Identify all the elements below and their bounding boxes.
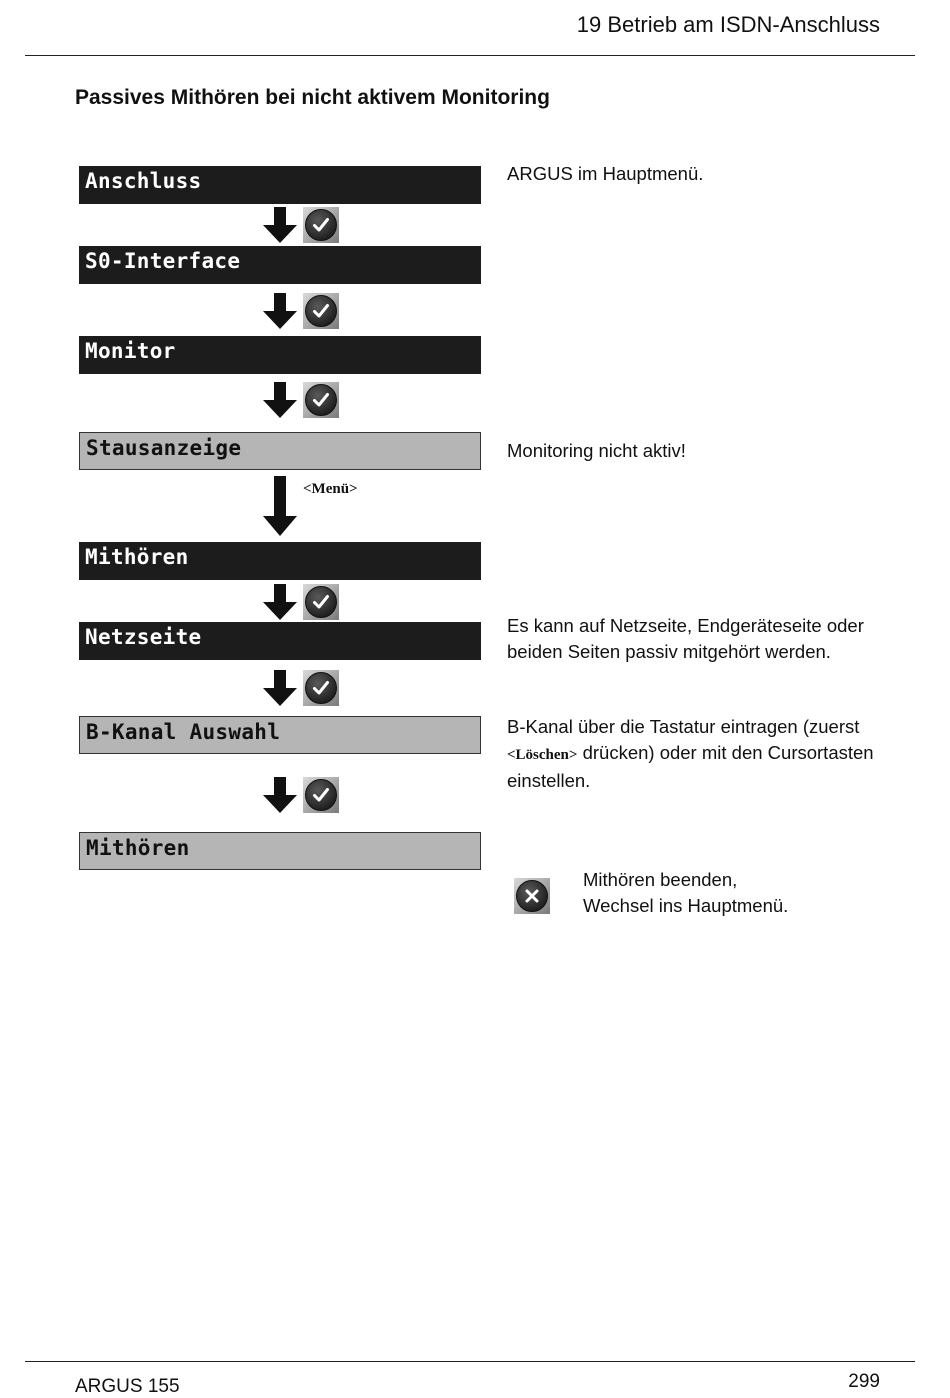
display-stausanzeige: Stausanzeige <box>79 432 481 470</box>
menu-netzseite: Netzseite <box>79 622 481 660</box>
arrow-down-icon <box>262 476 298 536</box>
section-title: Passives Mithören bei nicht aktivem Monitoring <box>75 86 550 109</box>
loeschen-key-label: <Löschen> <box>507 746 578 763</box>
footer-product: ARGUS 155 <box>75 1376 180 1397</box>
desc-b-kanal-text-2: drücken) oder mit den Cursortasten einstellen. <box>507 741 874 791</box>
desc-end <box>583 867 788 918</box>
desc-b-kanal-text-1: B-Kanal über die Tastatur eintragen (zuerst <box>507 716 860 737</box>
menu-anschluss: Anschluss <box>79 166 481 204</box>
menu-mithoeren: Mithören <box>79 542 481 580</box>
checkmark-key-icon <box>303 382 339 418</box>
footer-divider <box>25 1361 915 1362</box>
desc-b-kanal <box>507 714 887 794</box>
display-mithoeren: Mithören <box>79 832 481 870</box>
desc-monitoring: Monitoring nicht aktiv! <box>507 440 686 461</box>
checkmark-key-icon <box>303 207 339 243</box>
arrow-down-icon <box>262 670 298 706</box>
desc-netzseite: Es kann auf Netzseite, Endgeräteseite oder beiden Seiten passiv mitgehört werden. <box>507 615 864 662</box>
desc-end-line-2: Wechsel ins Hauptmenü. <box>583 894 789 916</box>
checkmark-key-icon <box>303 670 339 706</box>
menu-s0-interface: S0-Interface <box>79 246 481 284</box>
x-key-icon <box>514 878 550 914</box>
header-divider <box>25 55 915 56</box>
display-b-kanal-auswahl: B-Kanal Auswahl <box>79 716 481 754</box>
arrow-down-icon <box>262 777 298 813</box>
page-number: 299 <box>848 1371 880 1392</box>
arrow-down-icon <box>262 382 298 418</box>
chapter-title: 19 Betrieb am ISDN-Anschluss <box>576 12 880 37</box>
menu-monitor: Monitor <box>79 336 481 374</box>
checkmark-key-icon <box>303 293 339 329</box>
checkmark-key-icon <box>303 777 339 813</box>
arrow-down-icon <box>262 293 298 329</box>
arrow-down-icon <box>262 207 298 243</box>
menu-key-label: <Menü> <box>303 481 358 497</box>
desc-main-menu: ARGUS im Hauptmenü. <box>507 163 704 184</box>
arrow-down-icon <box>262 584 298 620</box>
checkmark-key-icon <box>303 584 339 620</box>
desc-end-line-1: Mithören beenden, <box>583 869 738 890</box>
